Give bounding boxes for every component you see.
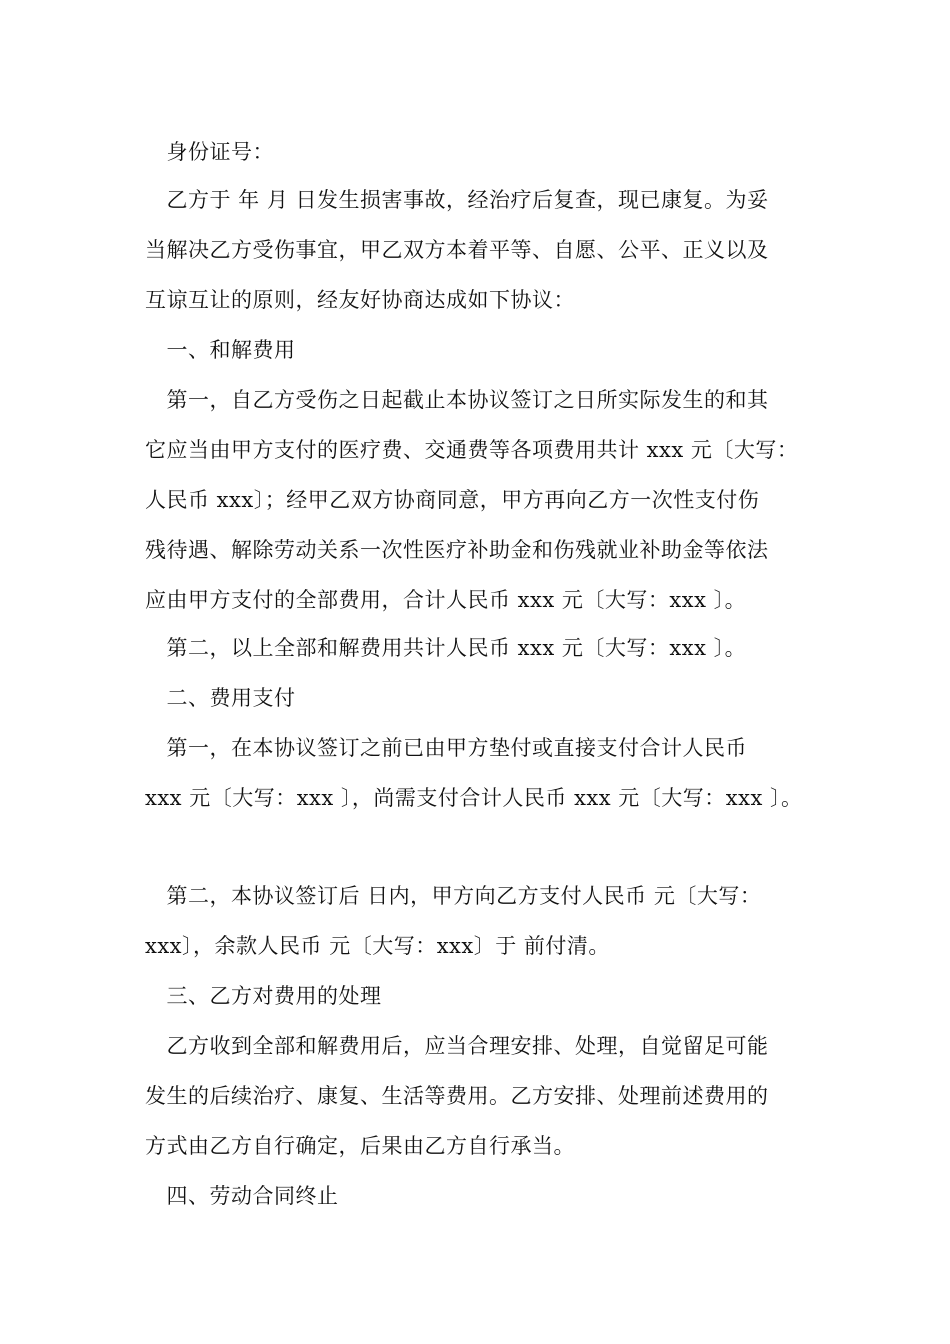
clause-paragraph-line: 第二，以上全部和解费用共计人民币 xxx 元〔大写：xxx 〕。 (145, 636, 747, 660)
clause-paragraph-line: xxx〕，余款人民币 元〔大写：xxx〕于 前付清。 (145, 934, 610, 958)
clause-paragraph-line: 它应当由甲方支付的医疗费、交通费等各项费用共计 xxx 元〔大写： (145, 438, 799, 462)
clause-paragraph-line: 方式由乙方自行确定，后果由乙方自行承当。 (145, 1134, 575, 1158)
intro-paragraph-line: 互谅互让的原则，经友好协商达成如下协议： (145, 288, 575, 312)
clause-paragraph-line: 应由甲方支付的全部费用，合计人民币 xxx 元〔大写：xxx 〕。 (145, 588, 747, 612)
clause-paragraph-line: 人民币 xxx〕；经甲乙双方协商同意，甲方再向乙方一次性支付伤 (145, 488, 760, 512)
intro-paragraph-line: 当解决乙方受伤事宜，甲乙双方本着平等、自愿、公平、正义以及 (145, 238, 769, 262)
section-heading-3: 三、乙方对费用的处理 (145, 984, 382, 1008)
clause-paragraph-line: 残待遇、解除劳动关系一次性医疗补助金和伤残就业补助金等依法 (145, 538, 769, 562)
section-heading-1: 一、和解费用 (145, 338, 296, 362)
section-heading-4: 四、劳动合同终止 (145, 1184, 339, 1208)
clause-paragraph-line: 第一，自乙方受伤之日起截止本协议签订之日所实际发生的和其 (145, 388, 769, 412)
clause-paragraph-line: xxx 元〔大写：xxx 〕，尚需支付合计人民币 xxx 元〔大写：xxx 〕。 (145, 786, 803, 810)
intro-paragraph-line: 乙方于 年 月 日发生损害事故，经治疗后复查，现已康复。为妥 (145, 188, 769, 212)
section-heading-2: 二、费用支付 (145, 686, 296, 710)
clause-paragraph-line: 第二，本协议签订后 日内，甲方向乙方支付人民币 元〔大写： (145, 884, 762, 908)
clause-paragraph-line: 发生的后续治疗、康复、生活等费用。乙方安排、处理前述费用的 (145, 1084, 769, 1108)
clause-paragraph-line: 第一，在本协议签订之前已由甲方垫付或直接支付合计人民币 (145, 736, 747, 760)
clause-paragraph-line: 乙方收到全部和解费用后，应当合理安排、处理，自觉留足可能 (145, 1034, 769, 1058)
id-number-line: 身份证号： (145, 140, 274, 164)
